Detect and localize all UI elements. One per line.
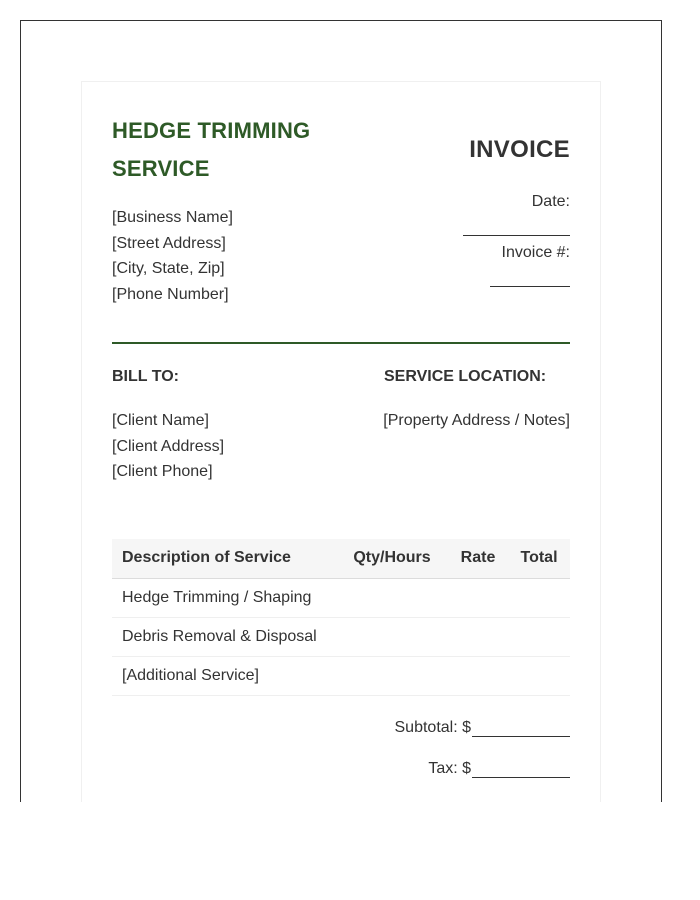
date-field[interactable] <box>463 235 570 236</box>
tax-label: Tax: $ <box>428 760 471 777</box>
invoice-number-label: Invoice #: <box>501 244 570 261</box>
date-label: Date: <box>531 193 570 210</box>
service-rate[interactable] <box>448 578 508 617</box>
business-title: HEDGE TRIMMING SERVICE <box>112 118 311 181</box>
service-qty[interactable] <box>336 617 448 656</box>
bill-to-heading: BILL TO: <box>112 368 179 385</box>
service-rate[interactable] <box>448 656 508 695</box>
service-total[interactable] <box>508 656 570 695</box>
service-total[interactable] <box>508 578 570 617</box>
services-table <box>112 539 570 696</box>
service-rate[interactable] <box>448 617 508 656</box>
subtotal-row <box>395 719 571 737</box>
service-description: [Additional Service] <box>112 656 336 695</box>
tax-field[interactable] <box>472 762 570 778</box>
table-header-row <box>112 539 570 578</box>
service-location-info <box>383 408 570 434</box>
business-street: [Street Address] <box>112 234 226 252</box>
business-city: [City, State, Zip] <box>112 260 225 278</box>
service-total[interactable] <box>508 617 570 656</box>
column-header-total: Total <box>508 539 570 578</box>
service-description: Hedge Trimming / Shaping <box>112 578 336 617</box>
client-phone: [Client Phone] <box>112 463 213 481</box>
subtotal-field[interactable] <box>472 721 570 737</box>
invoice-number-field[interactable] <box>490 286 570 287</box>
service-location-heading: SERVICE LOCATION: <box>384 368 547 385</box>
column-header-qty: Qty/Hours <box>336 539 448 578</box>
property-address: [Property Address / Notes] <box>383 412 570 429</box>
business-name: [Business Name] <box>112 209 233 226</box>
table-row <box>112 656 570 695</box>
service-description: Debris Removal & Disposal <box>112 617 336 656</box>
subtotal-label: Subtotal: $ <box>394 719 471 736</box>
client-name: [Client Name] <box>112 412 209 429</box>
client-address: [Client Address] <box>112 437 225 455</box>
table-row <box>112 578 570 617</box>
service-qty[interactable] <box>336 656 448 695</box>
header-divider <box>112 342 570 344</box>
business-info <box>112 205 233 308</box>
bill-to-info <box>112 408 224 485</box>
table-row <box>112 617 570 656</box>
tax-row <box>428 760 570 778</box>
column-header-description: Description of Service <box>112 539 336 578</box>
business-phone: [Phone Number] <box>112 286 229 304</box>
column-header-rate: Rate <box>448 539 508 578</box>
service-qty[interactable] <box>336 578 448 617</box>
invoice-title: INVOICE <box>469 136 570 163</box>
